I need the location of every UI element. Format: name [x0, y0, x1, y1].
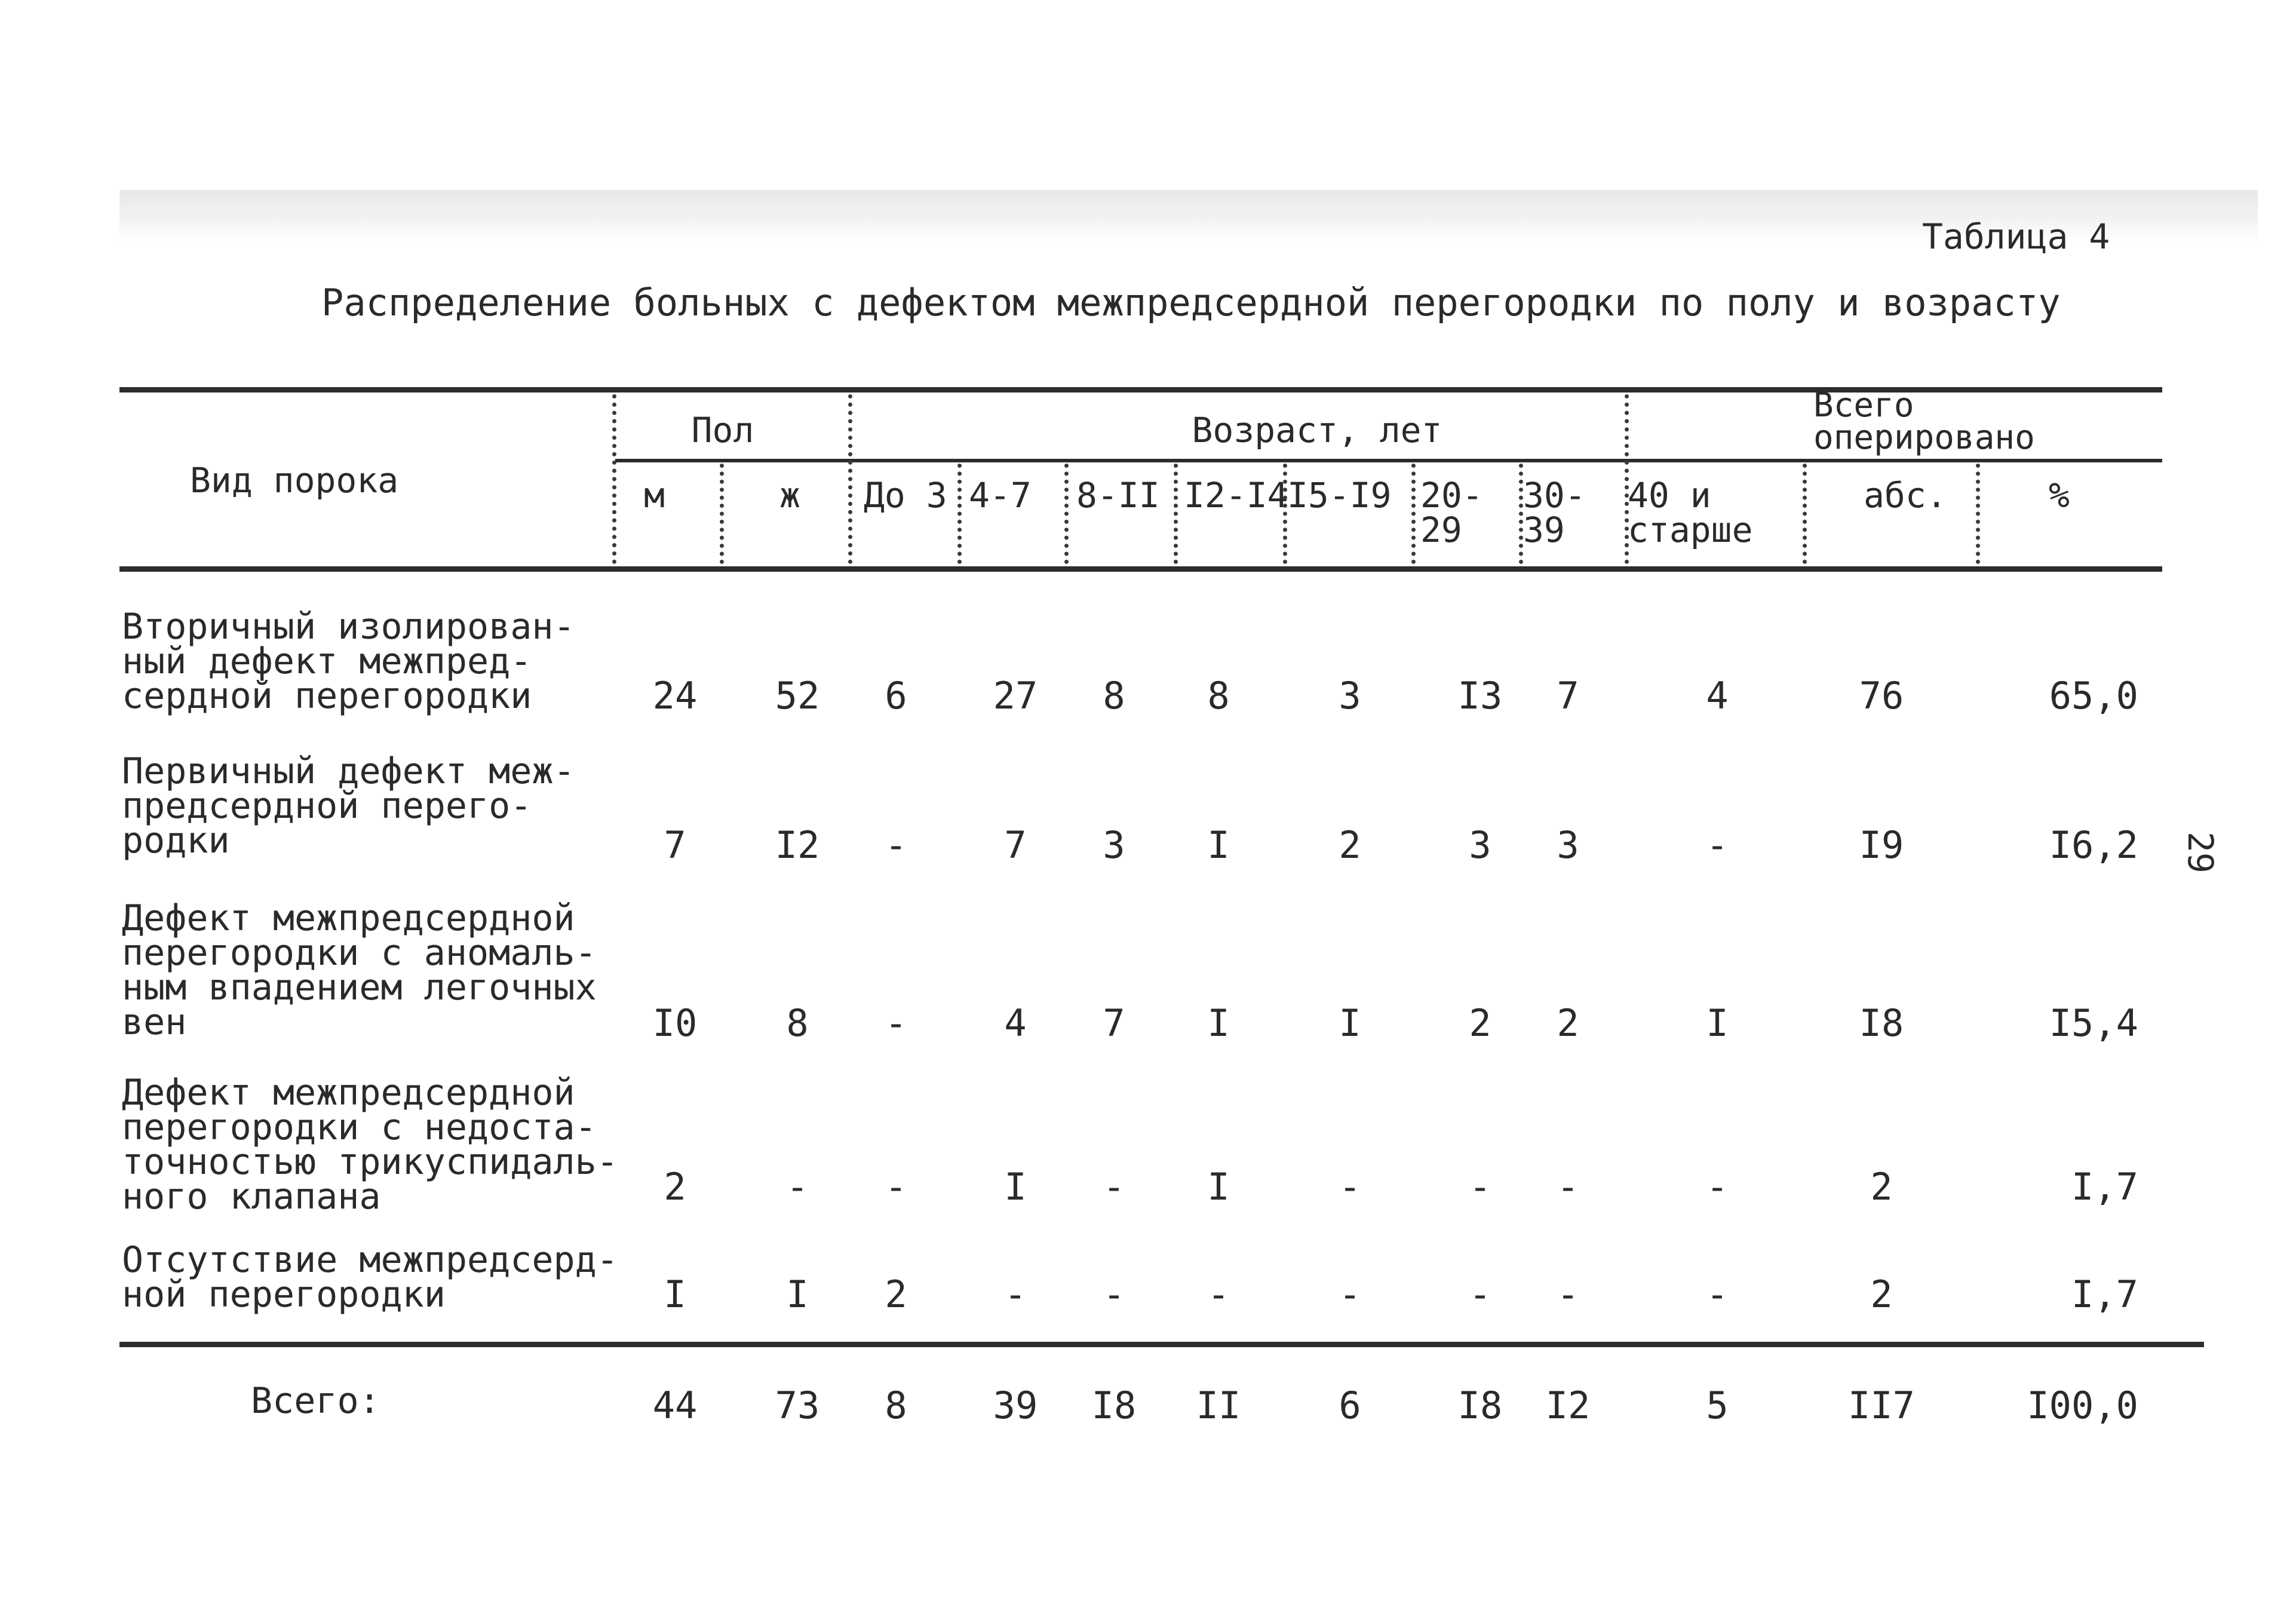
table-cell: -: [1207, 1272, 1230, 1316]
table-cell: I2: [775, 823, 820, 867]
table-cell: 2: [1469, 1001, 1491, 1045]
header-sub-rule: [615, 459, 2162, 462]
table-cell: I5,4: [2049, 1001, 2138, 1045]
row-label: Дефект межпредсердной перегородки с аномаль- ным впадением легочных вен: [122, 897, 597, 1043]
table-cell: I: [1207, 1001, 1230, 1045]
total-cell: II: [1196, 1384, 1241, 1427]
table-cell: 4: [1004, 1001, 1027, 1045]
subheader-age-20-29: 20- 29: [1420, 475, 1483, 550]
table-cell: 7: [664, 823, 686, 867]
subheader-age-15-19: I5-I9: [1287, 475, 1392, 516]
table-cell: 24: [652, 674, 698, 717]
table-cell: 2: [1870, 1165, 1893, 1209]
table-cell: I6,2: [2049, 823, 2138, 867]
table-cell: I: [1207, 823, 1230, 867]
row-label: Дефект межпредсердной перегородки с недоста- точностью трикуспидаль- ного клапана: [122, 1072, 618, 1218]
subheader-age-12-14: I2-I4: [1184, 475, 1288, 516]
column-divider: [1976, 464, 1980, 564]
total-cell: 6: [1339, 1384, 1361, 1427]
table-cell: 27: [993, 674, 1038, 717]
table-cell: -: [1004, 1272, 1027, 1316]
total-cell: I00,0: [2027, 1384, 2138, 1427]
table-cell: I: [1339, 1001, 1361, 1045]
column-divider: [612, 394, 616, 564]
table-cell: I0: [652, 1001, 698, 1045]
subheader-m: м: [644, 475, 665, 516]
subheader-f: ж: [779, 475, 800, 516]
subheader-age-0-3: До 3: [864, 475, 947, 516]
table-cell: 3: [1103, 823, 1125, 867]
table-cell: I: [1706, 1001, 1729, 1045]
page-number: 29: [2180, 832, 2221, 873]
table-cell: -: [1557, 1272, 1579, 1316]
table-cell: I,7: [2071, 1272, 2138, 1316]
column-divider: [1283, 464, 1287, 564]
table-cell: 4: [1706, 674, 1729, 717]
header-total-operated: Всего оперировано: [1813, 386, 2035, 457]
table-cell: I9: [1859, 823, 1904, 867]
column-divider: [1064, 464, 1069, 564]
total-top-rule: [119, 1342, 2204, 1347]
table-cell: 7: [1557, 674, 1579, 717]
column-divider: [1411, 464, 1416, 564]
table-cell: 7: [1004, 823, 1027, 867]
total-cell: II7: [1848, 1384, 1915, 1427]
column-divider: [1803, 464, 1807, 564]
subheader-age-40-plus: 40 и старше: [1628, 475, 1753, 550]
table-cell: -: [1103, 1272, 1125, 1316]
column-divider: [848, 394, 852, 564]
table-cell: I: [1004, 1165, 1027, 1209]
total-cell: 44: [652, 1384, 698, 1427]
table-cell: 8: [1103, 674, 1125, 717]
table-cell: 8: [786, 1001, 809, 1045]
column-divider: [957, 464, 962, 564]
total-label: Всего:: [251, 1380, 380, 1422]
table-cell: 3: [1339, 674, 1361, 717]
table-cell: -: [885, 823, 907, 867]
table-cell: 2: [664, 1165, 686, 1209]
table-cell: I,7: [2071, 1165, 2138, 1209]
row-label: Отсутствие межпредсерд- ной перегородки: [122, 1239, 618, 1315]
row-label: Первичный дефект меж- предсердной перего- родки: [122, 750, 575, 861]
table-cell: 65,0: [2049, 674, 2138, 717]
table-cell: -: [1469, 1165, 1491, 1209]
total-cell: I8: [1457, 1384, 1503, 1427]
table-cell: -: [1706, 1165, 1729, 1209]
subheader-percent: %: [2049, 475, 2070, 516]
table-cell: 8: [1207, 674, 1230, 717]
table-cell: -: [1469, 1272, 1491, 1316]
table-cell: 2: [885, 1272, 907, 1316]
total-cell: 73: [775, 1384, 820, 1427]
total-cell: 39: [993, 1384, 1038, 1427]
total-cell: 8: [885, 1384, 907, 1427]
table-cell: -: [1339, 1165, 1361, 1209]
table-cell: I: [664, 1272, 686, 1316]
column-divider: [1174, 464, 1178, 564]
column-divider: [1519, 464, 1523, 564]
total-cell: I2: [1545, 1384, 1591, 1427]
table-cell: -: [1557, 1165, 1579, 1209]
table-title: Распределение больных с дефектом межпредсердной перегородки по полу и возрасту: [321, 281, 2061, 324]
table-cell: 6: [885, 674, 907, 717]
subheader-age-4-7: 4-7: [969, 475, 1032, 516]
table-cell: 2: [1870, 1272, 1893, 1316]
table-cell: 3: [1557, 823, 1579, 867]
subheader-age-8-11: 8-II: [1076, 475, 1160, 516]
table-cell: -: [1339, 1272, 1361, 1316]
table-cell: -: [1706, 823, 1729, 867]
subheader-age-30-39: 30- 39: [1523, 475, 1586, 550]
table-cell: I3: [1457, 674, 1503, 717]
table-cell: -: [885, 1001, 907, 1045]
header-sex: Пол: [691, 410, 754, 450]
table-cell: I: [786, 1272, 809, 1316]
table-cell: 2: [1339, 823, 1361, 867]
column-divider: [720, 464, 724, 564]
table-cell: -: [885, 1165, 907, 1209]
table-cell: I: [1207, 1165, 1230, 1209]
table-cell: 3: [1469, 823, 1491, 867]
table-cell: 52: [775, 674, 820, 717]
table-cell: 76: [1859, 674, 1904, 717]
header-defect-type: Вид порока: [190, 460, 399, 501]
total-cell: I8: [1091, 1384, 1137, 1427]
table-cell: I8: [1859, 1001, 1904, 1045]
table-cell: 2: [1557, 1001, 1579, 1045]
table-cell: -: [786, 1165, 809, 1209]
row-label: Вторичный изолирован- ный дефект межпред- сердной перегородки: [122, 606, 575, 717]
subheader-abs: абс.: [1864, 475, 1947, 516]
table-number: Таблица 4: [1922, 216, 2110, 257]
header-bottom-rule: [119, 566, 2162, 572]
column-divider: [1625, 394, 1629, 564]
total-cell: 5: [1706, 1384, 1729, 1427]
table-cell: -: [1103, 1165, 1125, 1209]
header-age: Возраст, лет: [1192, 410, 1442, 450]
table-cell: 7: [1103, 1001, 1125, 1045]
table-cell: -: [1706, 1272, 1729, 1316]
